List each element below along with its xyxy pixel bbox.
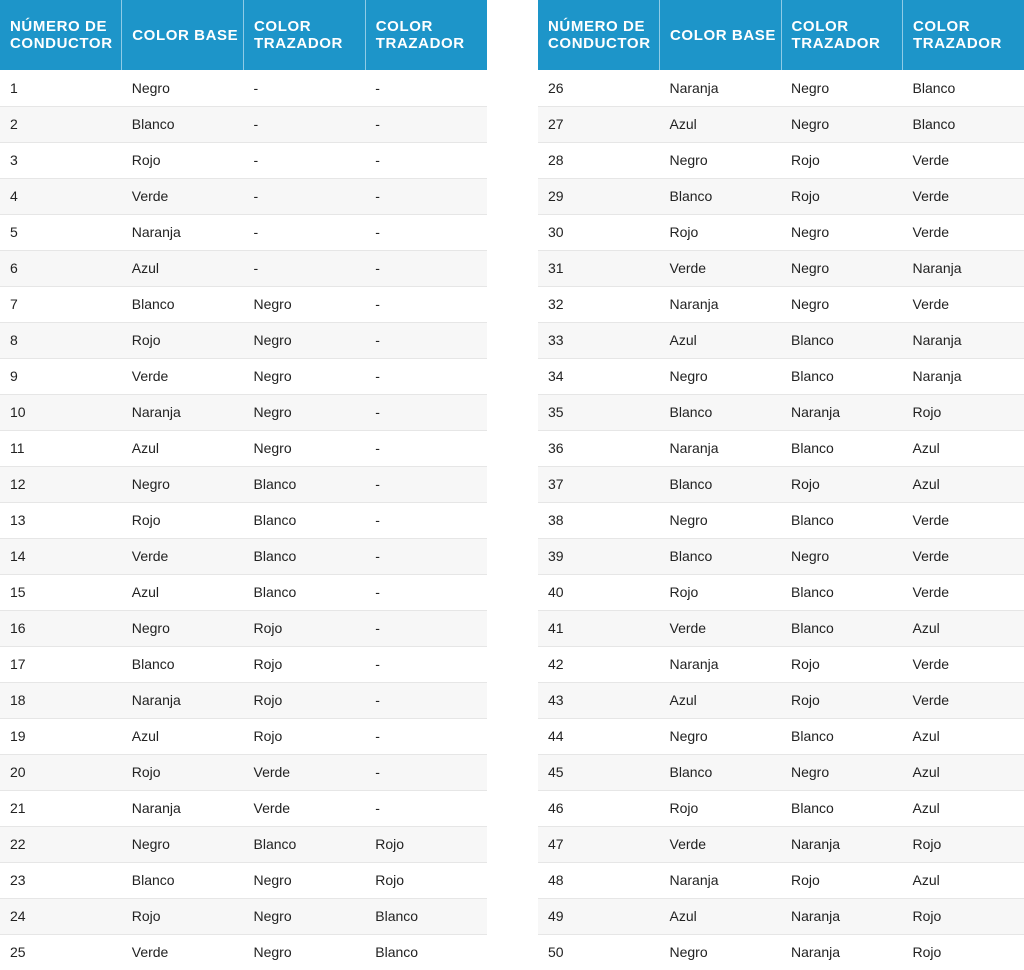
header-tracer-color-2: COLOR TRAZADOR <box>903 0 1024 70</box>
table-row <box>0 610 487 646</box>
cell-tracer-color-1: Blanco <box>244 826 366 862</box>
table-row <box>0 862 487 898</box>
cell-tracer-color-2: Verde <box>903 682 1024 718</box>
cell-base-color: Azul <box>122 574 244 610</box>
cell-base-color: Azul <box>660 106 782 142</box>
cell-conductor-number: 31 <box>538 250 660 286</box>
cell-conductor-number: 25 <box>0 934 122 970</box>
table-row <box>0 826 487 862</box>
conductor-table-left <box>0 0 487 970</box>
cell-base-color: Verde <box>660 826 782 862</box>
table-row <box>538 646 1024 682</box>
cell-base-color: Negro <box>122 826 244 862</box>
cell-conductor-number: 14 <box>0 538 122 574</box>
cell-base-color: Naranja <box>660 862 782 898</box>
cell-base-color: Negro <box>660 142 782 178</box>
cell-base-color: Blanco <box>660 754 782 790</box>
table-row <box>0 178 487 214</box>
cell-base-color: Negro <box>660 934 782 970</box>
cell-conductor-number: 44 <box>538 718 660 754</box>
cell-tracer-color-2: Rojo <box>903 934 1024 970</box>
cell-conductor-number: 11 <box>0 430 122 466</box>
cell-conductor-number: 39 <box>538 538 660 574</box>
table-row <box>0 502 487 538</box>
cell-tracer-color-1: Negro <box>781 754 903 790</box>
cell-base-color: Azul <box>122 250 244 286</box>
cell-tracer-color-1: Negro <box>244 898 366 934</box>
cell-base-color: Azul <box>122 430 244 466</box>
table-row <box>0 466 487 502</box>
table-row <box>0 142 487 178</box>
cell-tracer-color-1: Naranja <box>781 826 903 862</box>
cell-tracer-color-2: - <box>365 502 487 538</box>
cell-conductor-number: 38 <box>538 502 660 538</box>
cell-tracer-color-2: - <box>365 718 487 754</box>
table-row <box>0 286 487 322</box>
cell-conductor-number: 2 <box>0 106 122 142</box>
cell-conductor-number: 49 <box>538 898 660 934</box>
cell-conductor-number: 47 <box>538 826 660 862</box>
cell-conductor-number: 4 <box>0 178 122 214</box>
cell-conductor-number: 34 <box>538 358 660 394</box>
cell-conductor-number: 43 <box>538 682 660 718</box>
cell-base-color: Verde <box>660 610 782 646</box>
cell-base-color: Rojo <box>122 754 244 790</box>
cell-conductor-number: 8 <box>0 322 122 358</box>
cell-tracer-color-2: Blanco <box>365 934 487 970</box>
cell-tracer-color-2: Blanco <box>365 898 487 934</box>
cell-tracer-color-2: - <box>365 538 487 574</box>
cell-base-color: Negro <box>660 718 782 754</box>
cell-conductor-number: 7 <box>0 286 122 322</box>
cell-base-color: Naranja <box>660 646 782 682</box>
cell-conductor-number: 3 <box>0 142 122 178</box>
cell-tracer-color-2: Verde <box>903 214 1024 250</box>
table-row <box>0 898 487 934</box>
cell-tracer-color-1: Rojo <box>781 178 903 214</box>
cell-base-color: Negro <box>122 610 244 646</box>
cell-tracer-color-1: Blanco <box>781 718 903 754</box>
cell-tracer-color-1: Negro <box>244 394 366 430</box>
table-body <box>538 70 1024 970</box>
cell-tracer-color-1: - <box>244 214 366 250</box>
cell-conductor-number: 22 <box>0 826 122 862</box>
table-row <box>0 754 487 790</box>
table-row <box>538 178 1024 214</box>
table-row <box>0 430 487 466</box>
cell-tracer-color-2: Blanco <box>903 106 1024 142</box>
table-row <box>538 430 1024 466</box>
cell-tracer-color-2: Rojo <box>365 862 487 898</box>
cell-tracer-color-2: - <box>365 790 487 826</box>
cell-conductor-number: 29 <box>538 178 660 214</box>
cell-tracer-color-2: Azul <box>903 610 1024 646</box>
cell-base-color: Naranja <box>122 214 244 250</box>
table-row <box>538 466 1024 502</box>
header-conductor-number: NÚMERO DE CONDUCTOR <box>0 0 122 70</box>
cell-tracer-color-1: Blanco <box>781 502 903 538</box>
cell-tracer-color-2: - <box>365 322 487 358</box>
cell-conductor-number: 16 <box>0 610 122 646</box>
cell-tracer-color-1: - <box>244 178 366 214</box>
cell-base-color: Naranja <box>122 682 244 718</box>
cell-conductor-number: 6 <box>0 250 122 286</box>
cell-tracer-color-2: Verde <box>903 646 1024 682</box>
cell-tracer-color-2: - <box>365 106 487 142</box>
cell-tracer-color-1: - <box>244 106 366 142</box>
cell-base-color: Blanco <box>122 862 244 898</box>
cell-base-color: Naranja <box>660 286 782 322</box>
cell-tracer-color-1: Rojo <box>781 466 903 502</box>
table-row <box>0 646 487 682</box>
cell-conductor-number: 12 <box>0 466 122 502</box>
table-row <box>538 826 1024 862</box>
cell-tracer-color-2: - <box>365 682 487 718</box>
header-tracer-color-2: COLOR TRAZADOR <box>365 0 487 70</box>
cell-tracer-color-2: Naranja <box>903 358 1024 394</box>
cell-conductor-number: 36 <box>538 430 660 466</box>
cell-conductor-number: 35 <box>538 394 660 430</box>
cell-conductor-number: 1 <box>0 70 122 106</box>
table-row <box>0 718 487 754</box>
cell-tracer-color-1: Naranja <box>781 934 903 970</box>
cell-base-color: Azul <box>660 322 782 358</box>
cell-tracer-color-1: Rojo <box>781 862 903 898</box>
cell-tracer-color-2: - <box>365 286 487 322</box>
cell-tracer-color-2: Azul <box>903 466 1024 502</box>
cell-tracer-color-1: Negro <box>781 250 903 286</box>
table-row <box>0 574 487 610</box>
cell-conductor-number: 28 <box>538 142 660 178</box>
cell-conductor-number: 45 <box>538 754 660 790</box>
cell-conductor-number: 21 <box>0 790 122 826</box>
header-base-color: COLOR BASE <box>660 0 782 70</box>
cell-tracer-color-1: - <box>244 142 366 178</box>
cell-tracer-color-1: Rojo <box>781 142 903 178</box>
table-row <box>538 754 1024 790</box>
cell-base-color: Naranja <box>122 790 244 826</box>
cell-tracer-color-2: Azul <box>903 430 1024 466</box>
cell-base-color: Blanco <box>122 106 244 142</box>
table-header-row <box>538 0 1024 70</box>
cell-conductor-number: 5 <box>0 214 122 250</box>
table-row <box>0 790 487 826</box>
cell-base-color: Azul <box>660 682 782 718</box>
cell-tracer-color-1: Naranja <box>781 898 903 934</box>
cell-tracer-color-2: - <box>365 646 487 682</box>
cell-base-color: Negro <box>122 70 244 106</box>
cell-tracer-color-2: - <box>365 574 487 610</box>
cell-base-color: Rojo <box>122 898 244 934</box>
cell-base-color: Rojo <box>122 502 244 538</box>
cell-tracer-color-1: Negro <box>244 862 366 898</box>
cell-tracer-color-2: - <box>365 250 487 286</box>
table-body <box>0 70 487 970</box>
cell-conductor-number: 9 <box>0 358 122 394</box>
cell-tracer-color-2: - <box>365 70 487 106</box>
cell-conductor-number: 41 <box>538 610 660 646</box>
cell-base-color: Verde <box>122 934 244 970</box>
cell-tracer-color-1: Blanco <box>781 574 903 610</box>
cell-conductor-number: 46 <box>538 790 660 826</box>
cell-base-color: Negro <box>660 358 782 394</box>
cell-base-color: Rojo <box>660 574 782 610</box>
cell-tracer-color-2: Azul <box>903 862 1024 898</box>
table-row <box>0 322 487 358</box>
cell-tracer-color-2: Azul <box>903 754 1024 790</box>
cell-base-color: Rojo <box>660 214 782 250</box>
cell-base-color: Rojo <box>660 790 782 826</box>
cell-tracer-color-1: Negro <box>781 286 903 322</box>
cell-tracer-color-2: Blanco <box>903 70 1024 106</box>
cell-conductor-number: 40 <box>538 574 660 610</box>
table-row <box>538 142 1024 178</box>
table-row <box>538 538 1024 574</box>
cell-tracer-color-2: - <box>365 178 487 214</box>
cell-conductor-number: 23 <box>0 862 122 898</box>
cell-base-color: Naranja <box>660 430 782 466</box>
cell-conductor-number: 27 <box>538 106 660 142</box>
cell-tracer-color-1: Rojo <box>244 718 366 754</box>
table-row <box>538 502 1024 538</box>
cell-tracer-color-1: Negro <box>781 214 903 250</box>
cell-base-color: Blanco <box>660 538 782 574</box>
cell-conductor-number: 18 <box>0 682 122 718</box>
cell-tracer-color-2: - <box>365 430 487 466</box>
table-row <box>538 574 1024 610</box>
cell-tracer-color-1: Blanco <box>244 538 366 574</box>
table-row <box>538 106 1024 142</box>
cell-tracer-color-2: - <box>365 142 487 178</box>
conductor-table-right <box>538 0 1024 970</box>
cell-base-color: Naranja <box>122 394 244 430</box>
table-row <box>0 682 487 718</box>
cell-conductor-number: 15 <box>0 574 122 610</box>
cell-conductor-number: 17 <box>0 646 122 682</box>
conductor-table <box>538 0 1024 970</box>
cell-base-color: Negro <box>122 466 244 502</box>
header-conductor-number: NÚMERO DE CONDUCTOR <box>538 0 660 70</box>
table-row <box>0 934 487 970</box>
cell-conductor-number: 48 <box>538 862 660 898</box>
cell-conductor-number: 24 <box>0 898 122 934</box>
cell-conductor-number: 10 <box>0 394 122 430</box>
cell-tracer-color-2: Verde <box>903 574 1024 610</box>
conductor-table <box>0 0 487 970</box>
cell-tracer-color-1: Verde <box>244 754 366 790</box>
table-row <box>0 106 487 142</box>
table-row <box>538 214 1024 250</box>
table-row <box>0 538 487 574</box>
table-row <box>538 610 1024 646</box>
header-tracer-color-1: COLOR TRAZADOR <box>781 0 903 70</box>
cell-base-color: Verde <box>122 358 244 394</box>
cell-tracer-color-2: Verde <box>903 286 1024 322</box>
cell-tracer-color-1: Negro <box>781 106 903 142</box>
cell-tracer-color-2: - <box>365 214 487 250</box>
cell-tracer-color-2: Verde <box>903 502 1024 538</box>
cell-tracer-color-2: - <box>365 466 487 502</box>
cell-tracer-color-2: - <box>365 394 487 430</box>
cell-tracer-color-1: Negro <box>244 934 366 970</box>
cell-conductor-number: 50 <box>538 934 660 970</box>
cell-base-color: Verde <box>122 538 244 574</box>
cell-conductor-number: 32 <box>538 286 660 322</box>
cell-tracer-color-2: Rojo <box>903 826 1024 862</box>
header-base-color: COLOR BASE <box>122 0 244 70</box>
cell-tracer-color-1: - <box>244 250 366 286</box>
table-row <box>0 358 487 394</box>
table-row <box>538 286 1024 322</box>
cell-tracer-color-2: - <box>365 754 487 790</box>
cell-tracer-color-1: Negro <box>244 358 366 394</box>
cell-tracer-color-2: Azul <box>903 718 1024 754</box>
cell-base-color: Rojo <box>122 322 244 358</box>
cell-tracer-color-1: Blanco <box>781 358 903 394</box>
cell-tracer-color-2: - <box>365 358 487 394</box>
cell-tracer-color-1: Blanco <box>244 574 366 610</box>
cell-tracer-color-2: Naranja <box>903 322 1024 358</box>
table-row <box>538 862 1024 898</box>
cell-tracer-color-1: Naranja <box>781 394 903 430</box>
cell-base-color: Negro <box>660 502 782 538</box>
cell-base-color: Azul <box>660 898 782 934</box>
cell-tracer-color-2: Naranja <box>903 250 1024 286</box>
cell-tracer-color-1: Blanco <box>244 502 366 538</box>
cell-base-color: Blanco <box>122 286 244 322</box>
cell-tracer-color-2: Rojo <box>903 394 1024 430</box>
cell-conductor-number: 26 <box>538 70 660 106</box>
cell-tracer-color-1: Blanco <box>244 466 366 502</box>
cell-tracer-color-1: Blanco <box>781 322 903 358</box>
cell-tracer-color-1: Rojo <box>781 646 903 682</box>
table-row <box>538 322 1024 358</box>
cell-conductor-number: 19 <box>0 718 122 754</box>
cell-base-color: Blanco <box>660 466 782 502</box>
table-row <box>0 214 487 250</box>
table-row <box>538 934 1024 970</box>
cell-tracer-color-1: Rojo <box>244 610 366 646</box>
table-row <box>538 358 1024 394</box>
cell-tracer-color-2: Verde <box>903 178 1024 214</box>
cell-conductor-number: 33 <box>538 322 660 358</box>
cell-tracer-color-1: Negro <box>244 322 366 358</box>
table-row <box>538 682 1024 718</box>
cell-base-color: Blanco <box>660 394 782 430</box>
cell-tracer-color-2: Rojo <box>365 826 487 862</box>
cell-tracer-color-2: - <box>365 610 487 646</box>
cell-tracer-color-1: Verde <box>244 790 366 826</box>
cell-conductor-number: 30 <box>538 214 660 250</box>
table-row <box>538 70 1024 106</box>
cell-tracer-color-2: Azul <box>903 790 1024 826</box>
cell-base-color: Azul <box>122 718 244 754</box>
cell-tracer-color-1: Rojo <box>781 682 903 718</box>
cell-tracer-color-1: Blanco <box>781 430 903 466</box>
cell-base-color: Blanco <box>660 178 782 214</box>
table-row <box>0 70 487 106</box>
cell-conductor-number: 42 <box>538 646 660 682</box>
cell-base-color: Blanco <box>122 646 244 682</box>
table-row <box>538 250 1024 286</box>
cell-tracer-color-1: Rojo <box>244 682 366 718</box>
cell-tracer-color-1: Blanco <box>781 610 903 646</box>
table-row <box>538 394 1024 430</box>
cell-base-color: Verde <box>122 178 244 214</box>
table-row <box>538 718 1024 754</box>
table-row <box>0 394 487 430</box>
cell-tracer-color-2: Rojo <box>903 898 1024 934</box>
cell-tracer-color-1: Rojo <box>244 646 366 682</box>
cell-tracer-color-1: Negro <box>781 70 903 106</box>
table-row <box>538 790 1024 826</box>
cell-base-color: Verde <box>660 250 782 286</box>
cell-tracer-color-2: Verde <box>903 538 1024 574</box>
cell-tracer-color-1: Negro <box>244 430 366 466</box>
cell-tracer-color-1: - <box>244 70 366 106</box>
cell-conductor-number: 13 <box>0 502 122 538</box>
cell-tracer-color-1: Blanco <box>781 790 903 826</box>
table-header-row <box>0 0 487 70</box>
cell-conductor-number: 20 <box>0 754 122 790</box>
table-row <box>0 250 487 286</box>
cell-tracer-color-2: Verde <box>903 142 1024 178</box>
cell-base-color: Naranja <box>660 70 782 106</box>
cell-tracer-color-1: Negro <box>781 538 903 574</box>
header-tracer-color-1: COLOR TRAZADOR <box>244 0 366 70</box>
cell-conductor-number: 37 <box>538 466 660 502</box>
cell-base-color: Rojo <box>122 142 244 178</box>
cell-tracer-color-1: Negro <box>244 286 366 322</box>
table-row <box>538 898 1024 934</box>
